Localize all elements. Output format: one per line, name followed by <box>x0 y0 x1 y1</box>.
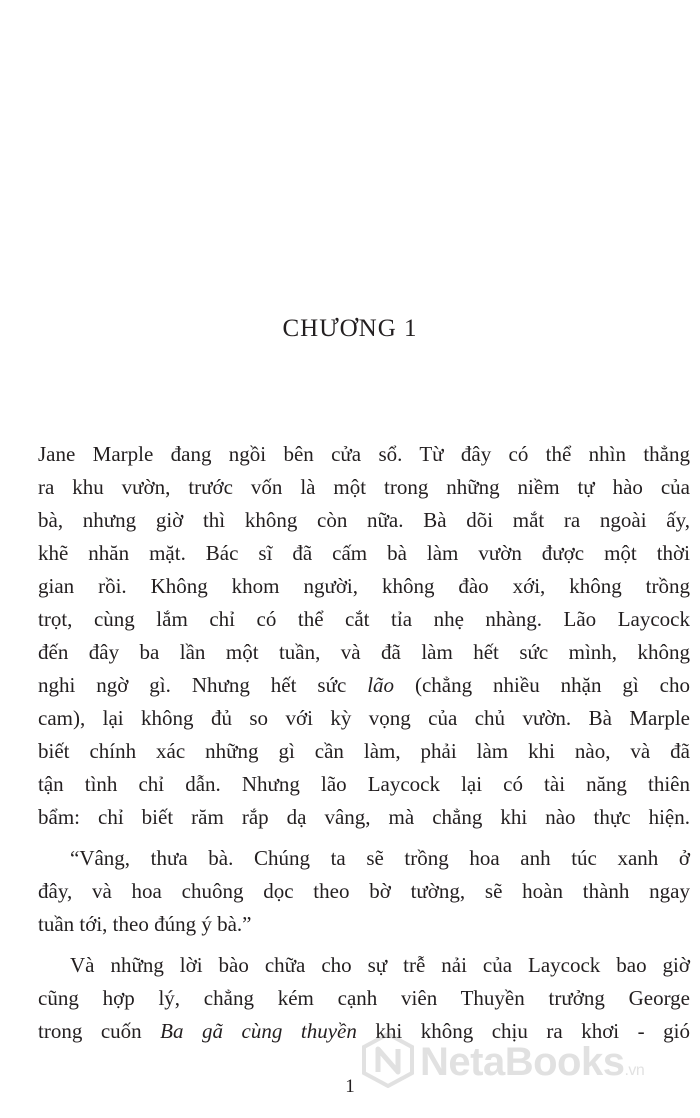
text-segment: (chẳng nhiều nhặn gì cho <box>394 673 690 697</box>
chapter-title: CHƯƠNG 1 <box>282 315 418 342</box>
text-segment: khi không chịu ra khơi - gió <box>356 1019 690 1043</box>
text-line: khẽ nhăn mặt. Bác sĩ đã cấm bà làm vườn được một thời <box>38 541 690 565</box>
text-segment: trong cuốn <box>38 1019 161 1043</box>
text-line: Và những lời bào chữa cho sự trễ nải của Laycock bao giờ <box>70 953 690 977</box>
text-line: trọt, cùng lắm chỉ có thể cắt tỉa nhẹ nhàng. Lão Laycock <box>38 607 690 631</box>
text-line <box>38 669 690 702</box>
text-line: cũng hợp lý, chẳng kém cạnh viên Thuyền trưởng George <box>38 986 690 1010</box>
text-segment: nghi ngờ gì. Nhưng hết sức <box>38 673 368 697</box>
watermark-brand: NetaBooks.vn <box>420 1040 645 1084</box>
page-number: 1 <box>345 1076 355 1097</box>
text-line: bà, nhưng giờ thì không còn nữa. Bà dõi mắt ra ngoài ấy, <box>38 508 690 532</box>
text-line: đến đây ba lần một tuần, và đã làm hết sức mình, không <box>38 640 690 664</box>
text-line: “Vâng, thưa bà. Chúng ta sẽ trồng hoa anh túc xanh ở <box>70 846 690 870</box>
text-line: gian rồi. Không khom người, không đào xới, không trồng <box>38 574 690 598</box>
italic-text: lão <box>367 673 395 697</box>
text-line: ra khu vườn, trước vốn là một trong những niềm tự hào của <box>38 475 690 499</box>
text-line: tuần tới, theo đúng ý bà.” <box>38 912 252 936</box>
text-line: cam), lại không đủ so với kỳ vọng của chủ vườn. Bà Marple <box>38 706 690 730</box>
text-line: Jane Marple đang ngồi bên cửa sổ. Từ đây có thể nhìn thẳng <box>38 442 690 466</box>
italic-text: Ba gã cùng thuyền <box>160 1019 357 1043</box>
text-line: đây, và hoa chuông dọc theo bờ tường, sẽ hoàn thành ngay <box>38 879 690 903</box>
text-line: tận tình chỉ dẫn. Nhưng lão Laycock lại có tài năng thiên <box>38 772 690 796</box>
text-line: bẩm: chỉ biết răm rắp dạ vâng, mà chẳng khi nào thực hiện. <box>38 805 690 829</box>
text-line: biết chính xác những gì cần làm, phải làm khi nào, và đã <box>38 739 690 763</box>
